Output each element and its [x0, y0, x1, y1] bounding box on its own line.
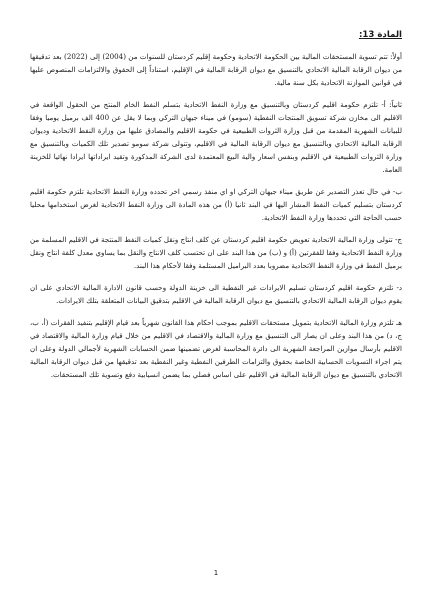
- article-heading: المادة 13:: [358, 30, 402, 40]
- paragraph-second-c: ج- تتولى وزارة المالية الاتحادية تعويض حكومة اقليم كردستان عن كلف انتاج ونقل كميات النفط المنتجة في الاقليم المسلمة من وزارة النفط الاتحادية وفقا للفقرتين (أ) و (ب) من هذا البند على ان تحتسب كلف الانتاج والنقل بما يساوي معدل كلفة انتاج ونقل برميل النفط في وزارة النفط الاتحادية مضروبا بعدد البراميل المستلمة وفقا لأحكام هذا البند.: [30, 235, 402, 270]
- paragraph-second-a: ثانياً: أ- تلتزم حكومة اقليم كردستان وبالتنسيق مع وزارة النفط الاتحادية بتسلم النفط الخام المنتج من الحقول الواقعة في الاقليم الى مخازن شركة تسويق المنتجات النفطية (سومو) في ميناء جيهان التركي وبما لا يقل عن 400 الف برميل يوميا وفقا للبيانات الشهرية المقدمة من قبل وزارة الثروات الطبيعية في حكومة الاقليم والمصادق عليها من وزارة النفط الاتحادية وديوان الرقابة المالية الاتحادي وبالتنسيق مع ديوان الرقابة المالية في الاقليم، وتتولى شركة سومو تصدير تلك الكميات وبالتنسيق مع وزارة الثروات الطبيعية في الاقليم وبنفس اسعار والية البيع المعتمدة لدى الشركة المذكورة وتقيد ايراداتها ايرادا نهائيا للخزينة العامة.: [30, 100, 402, 174]
- page-number: 1: [213, 569, 219, 577]
- paragraph-second-b: ب- في حال تعذر التصدير عن طريق ميناء جيهان التركي او اي منفذ رسمي اخر تحدده وزارة النفط الاتحادية تلتزم حكومة اقليم كردستان بتسليم كميات النفط المشار اليها في البند ثانيا (أ) من هذه المادة الى وزارة النفط الاتحادية لغرض استخدامها محليا حسب الحاجة التي تحددها وزارة النفط الاتحادية.: [30, 187, 402, 222]
- paragraph-second-d: د- تلتزم حكومة اقليم كردستان تسليم الايرادات غير النفطية الى خزينة الدولة وحسب قانون الادارة المالية الاتحادي على ان يقوم ديوان الرقابة المالية الاتحادي بالتنسيق مع ديوان الرقابة المالية في الاقليم بتدقيق البيانات المتعلقة بتلك الايرادات.: [30, 283, 402, 305]
- paragraph-first: أولاً: تتم تسوية المستحقات المالية بين الحكومة الاتحادية وحكومة إقليم كردستان للسنوات من (2004) إلى (2022) بعد تدقيقها من ديوان الرقابة المالية الاتحادي بالتنسيق مع ديوان الرقابة المالية في الإقليم، استناداً إلى الحقوق والالتزامات المنصوص عليها في قوانين الموازنة الاتحادية بكل سنة مالية.: [30, 52, 403, 87]
- paragraph-second-e: هـ تلتزم وزارة المالية الاتحادية بتمويل مستحقات الاقليم بموجب احكام هذا القانون شهرياً بعد قيام الإقليم بتنفيذ الفقرات (أ، ب، ج، د) من هذا البند وعلى ان يصار الى التنسيق مع وزارة المالية والاقتصاد في الاقليم من خلال قيام وزارة المالية والاقتصاد في الاقليم بأرسال موازين المراجعة الشهرية الى دائرة المحاسبة لغرض تضمينها ضمن الحسابات الشهرية لأجمالي الدولة وعلى ان يتم اجراء التسويات الحسابية الخاصة بحقوق والتزامات الطرفين النفطية وغير النفطية بعد تدقيقها من قبل ديوان الرقابة المالية الاتحادي بالتنسيق مع ديوان الرقابة المالية في الاقليم على اساس فصلي بما يضمن انسيابية دفع وتسوية تلك المستحقات.: [30, 318, 402, 379]
